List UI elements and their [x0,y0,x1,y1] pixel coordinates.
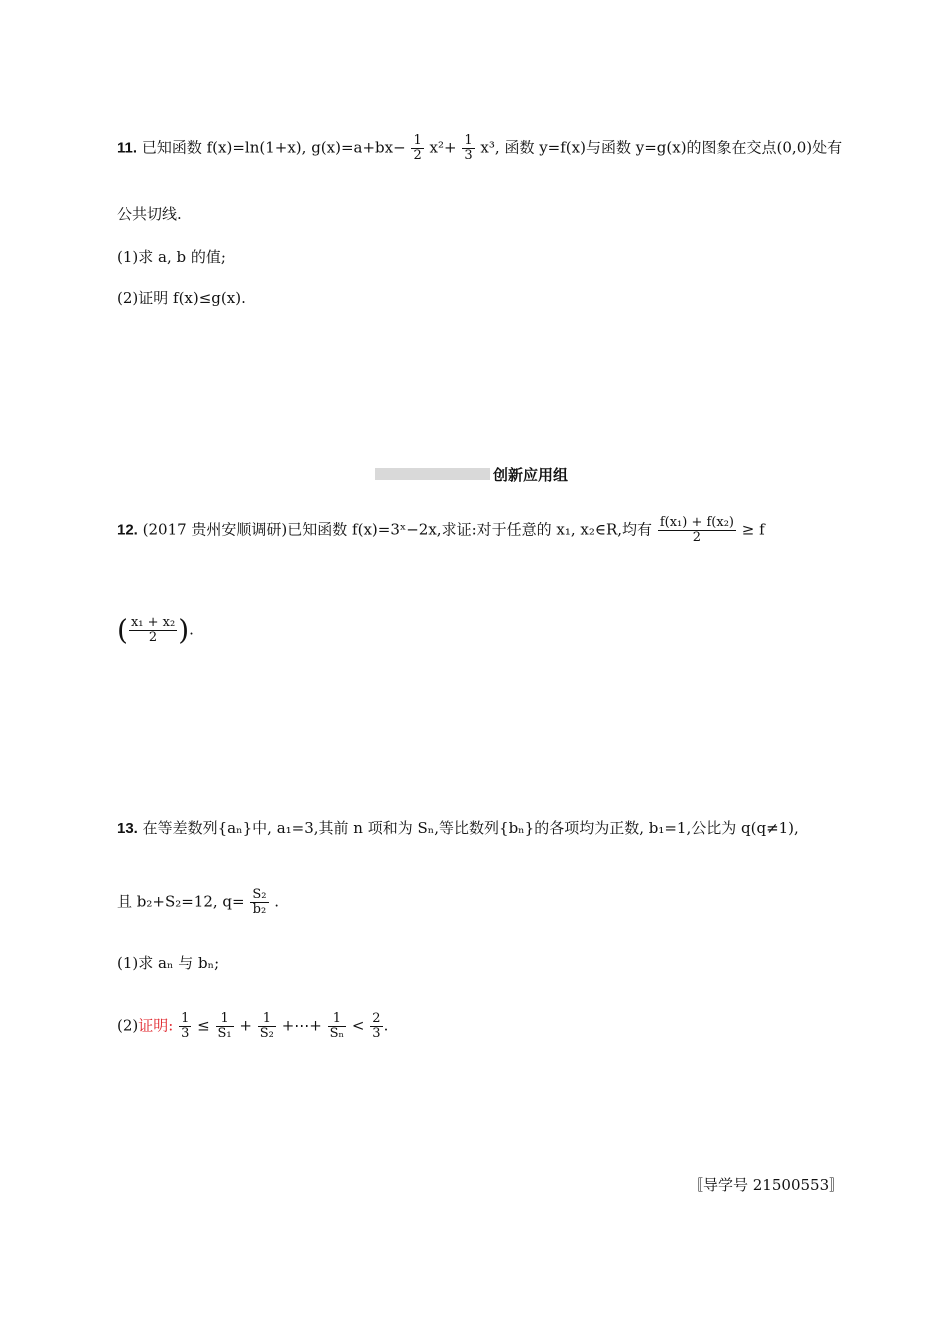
q12-line1 [117,516,765,545]
q11-g-def-a: g(x)=a+bx− [311,138,406,157]
q13-line1 [117,818,799,839]
q13-number: 13. [117,820,138,837]
q13-lt: < [351,1016,365,1035]
q13-frac1: $\frac{1}{3}$ [181,1011,190,1041]
q12-arg-frac: $\frac{\text{x₁ + x₂}}{2}$ [130,615,176,645]
q13-frac3: $\frac{1}{\text{S₂}}$ [259,1011,274,1041]
q13-plus: + [239,1016,252,1035]
q13-frac2: $\frac{1}{\text{S₁}}$ [217,1011,232,1041]
q13-q-frac: $\frac{\text{S₂}}{\text{b₂}}$ [252,887,267,917]
q12-line2: ( $\frac{\text{x₁ + x₂}}{2}$ ). [117,613,194,647]
q11-tail: 函数 y=f(x)与函数 y=g(x)的图象在交点(0,0)处有 [504,138,843,157]
q11-g-x2: x²+ [429,138,457,157]
q11-frac-half: $\frac{1}{2}$ [413,133,422,163]
q13-line2 [117,888,279,917]
q11-intro: 已知函数 [141,138,202,157]
q11-number: 11. [117,139,138,157]
q11-line1 [117,134,842,163]
q13-part2-label: (2) [117,1016,139,1035]
q13-part2 [117,1012,388,1041]
q13-part1: (1)求 aₙ 与 bₙ; [117,954,220,972]
q13-part2-red: 证明: [138,1016,174,1035]
q13-text: 在等差数列{aₙ}中, a₁=3,其前 n 项和为 Sₙ,等比数列{bₙ}的各项均为正数, b₁=1,公比为 q(q≠1), [142,819,799,837]
section-title: 创新应用组 [493,466,569,484]
q13-part2-end: . [383,1016,389,1035]
section-header [375,464,568,484]
q13-line2-a: 且 b₂+S₂=12, q= [117,892,245,911]
q11-part2: (2)证明 f(x)≤g(x). [117,289,246,307]
q11-f-def: f(x)=ln(1+x), [206,138,307,157]
q11-line2: 公共切线. [117,205,182,223]
q12-ge: ≥ f [741,520,765,539]
q13-dots: +⋯+ [281,1016,322,1035]
q12-text: (2017 贵州安顺调研)已知函数 f(x)=3ˣ−2x,求证:对于任意的 x₁, x₂∈R,均有 [142,520,653,539]
q13-le: ≤ [197,1016,210,1035]
q13-line2-end: . [274,892,280,911]
reference-number: 〚导学号 21500553〛 [688,1176,845,1194]
q13-frac4: $\frac{1}{\text{Sₙ}}$ [329,1011,345,1041]
q11-g-x3: x³, [480,138,500,157]
q12-frac: $\frac{\text{f(x₁) + f(x₂)}}{2}$ [659,515,734,545]
q13-frac5: $\frac{2}{3}$ [372,1011,381,1041]
q12-number: 12. [117,521,138,539]
section-bar [375,468,490,480]
q11-part1: (1)求 a, b 的值; [117,248,226,266]
q12-end: . [189,620,194,639]
q11-frac-third: $\frac{1}{3}$ [464,133,473,163]
